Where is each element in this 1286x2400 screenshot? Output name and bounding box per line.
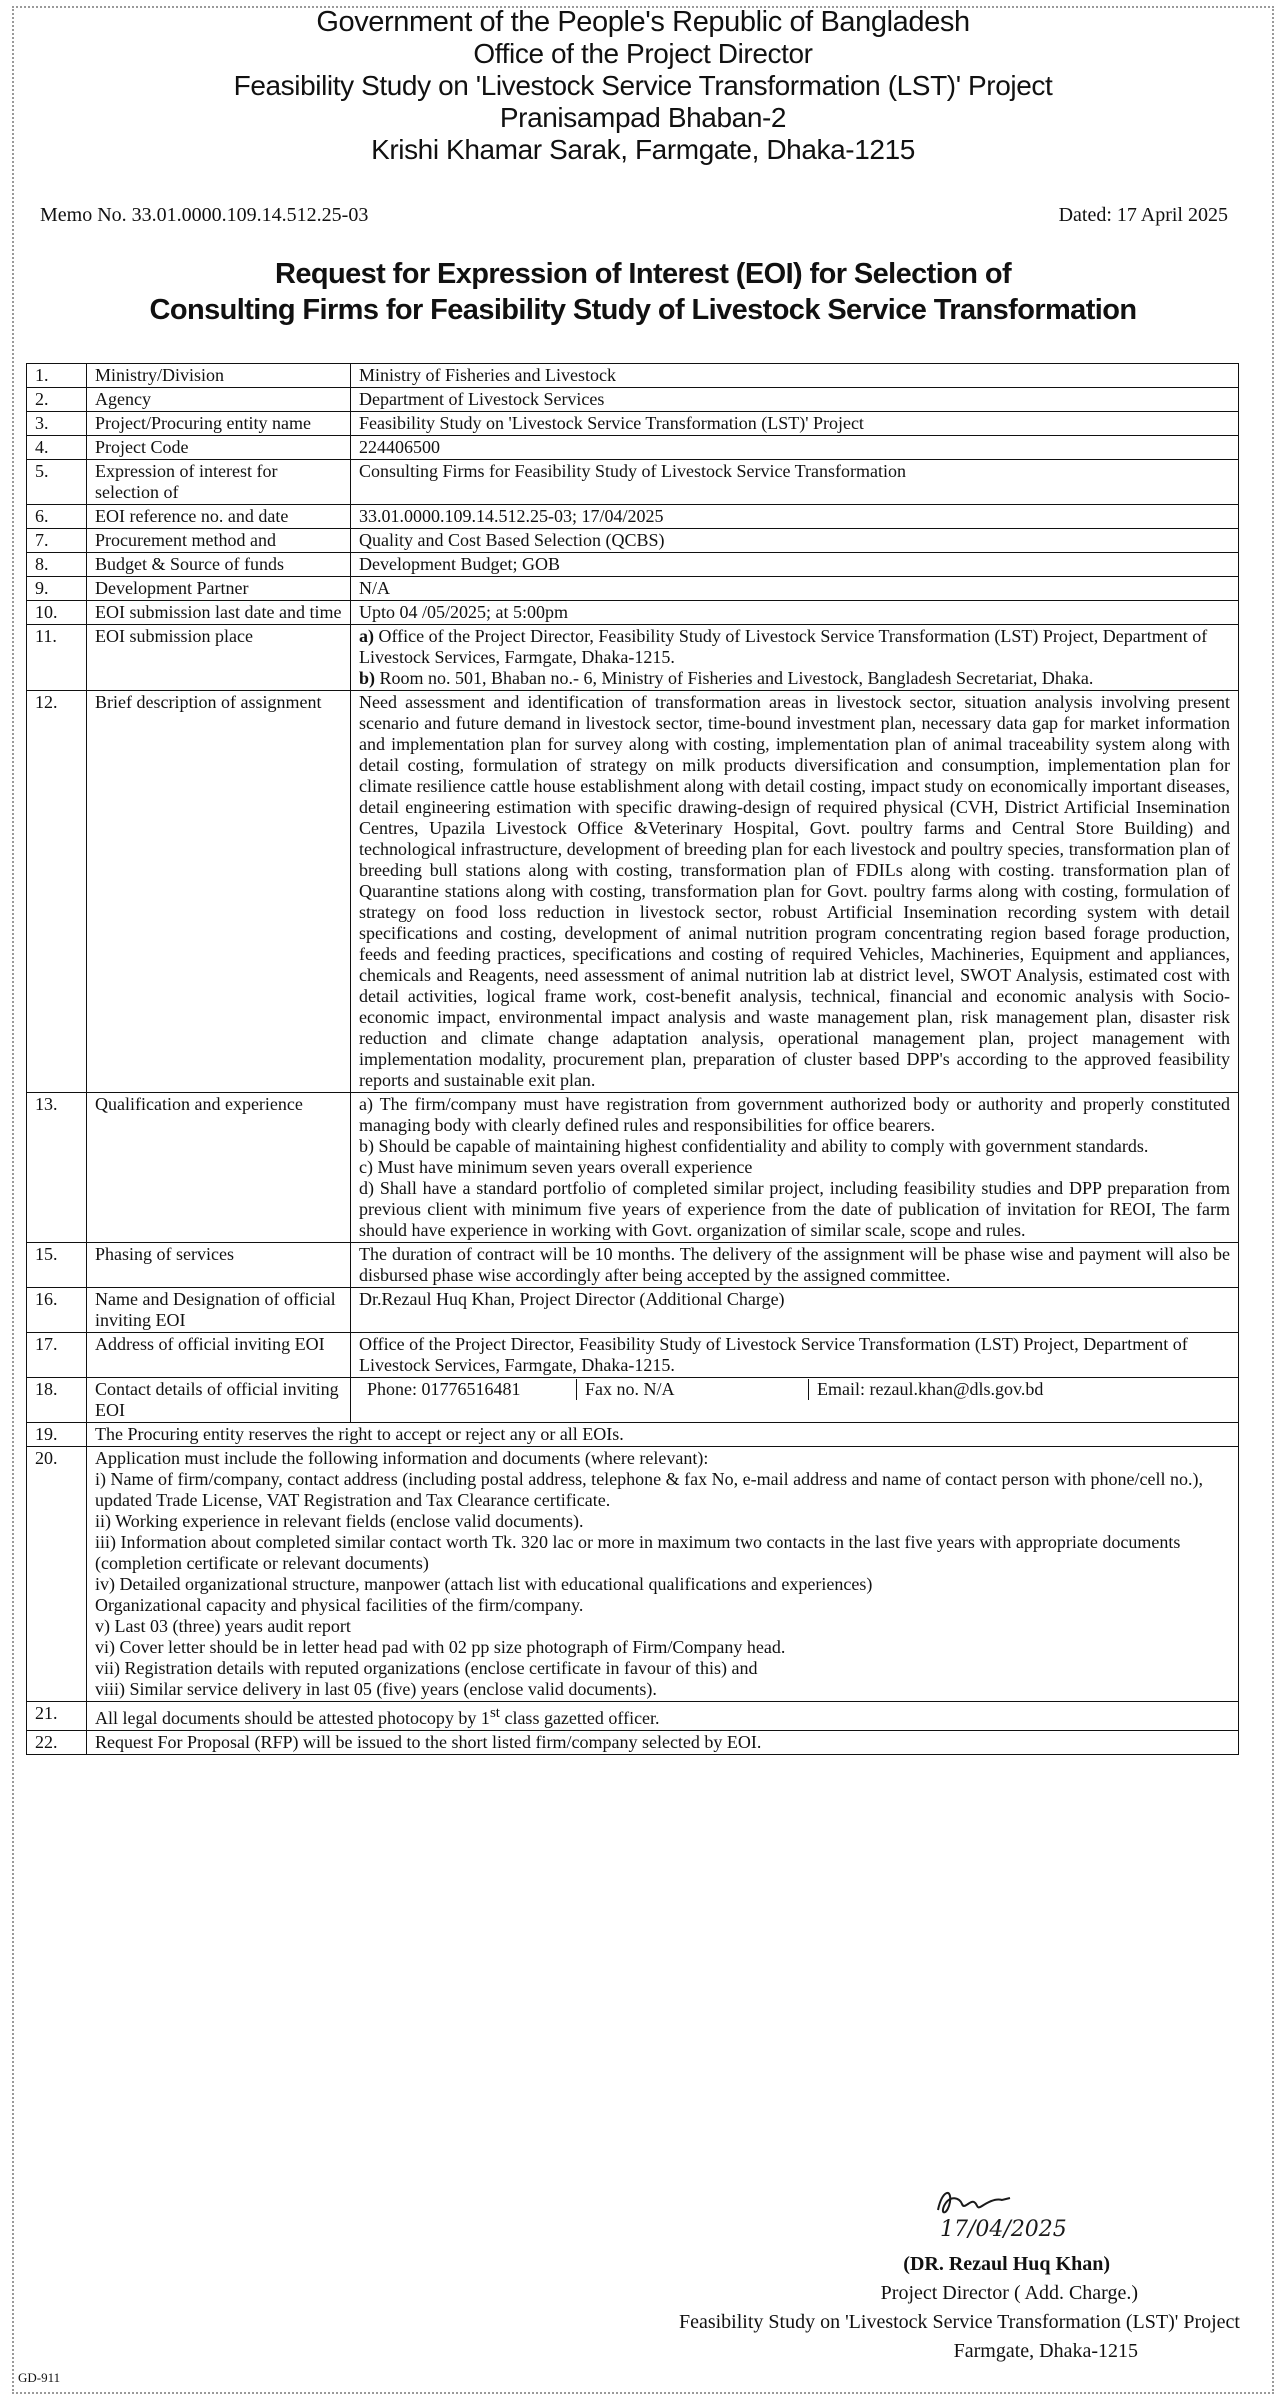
row-number: 15. — [27, 1243, 87, 1288]
contact-email: Email: rezaul.khan@dls.gov.bd — [817, 1379, 1044, 1399]
row-value: Consulting Firms for Feasibility Study of Livestock Service Transformation — [351, 460, 1239, 505]
signature-block — [600, 2250, 1240, 2366]
row-label: Address of official inviting EOI — [87, 1333, 351, 1378]
table-row — [27, 388, 1239, 412]
list-item: iii) Information about completed similar contact worth Tk. 320 lac or more in maximum two contacts in the last five years with appropriate documents (completion certificate or relevant documents) — [95, 1532, 1181, 1573]
row-number: 8. — [27, 553, 87, 577]
row-label: Contact details of official inviting EOI — [87, 1378, 351, 1423]
row-value: The Procuring entity reserves the right to accept or reject any or all EOIs. — [87, 1423, 1239, 1447]
row-label: Brief description of assignment — [87, 691, 351, 1093]
row-label: EOI submission last date and time — [87, 601, 351, 625]
signature-date: 17/04/2025 — [940, 2217, 1067, 2240]
assignment-description: Need assessment and identification of transformation areas in livestock sector, situation analysis involving present scenario and future demand in livestock sector, time-bound investment plan, necessary data gap for market information and implementation plan for survey along with costing, implementation plan of animal traceability system along with detail costing, formulation of strategy on milk products diversification and consumption, implementation plan for climate resilience cattle house establishment along with detail costing, impact study on economically important diseases, detail engineering estimation with specific drawing-design of required physical (CVH, District Artificial Insemination Centres, Upazila Livestock Office &Veterinary Hospital, Govt. poultry farms and Central Store Building) and technological infrastructure, development of breeding plan for each livestock and poultry species, transformation plan of breeding bull stations along with costing, transformation plan of FDILs along with costing. transformation plan of Quarantine stations along with costing, transformation plan for Govt. poultry farms along with costing, formulation of strategy on food loss reduction in livestock sector, robust Artificial Insemination recording system with detail specifications and costing, development of animal nutrition program concentrating region based forage production, feeds and feeding practices, specifications and costing of required Vehicles, Machineries, Equipment and appliances, chemicals and Reagents, need assessment of animal nutrition lab at district level, SWOT Analysis, estimated cost with detail activities, logical frame work, cost-benefit analysis, technical, financial and economic analysis with Socio-economic impact, environmental impact analysis and waste management plan, risk management plan, disaster risk reduction and climate change adaptation analysis, operational management plan, project management with implementation modality, procurement plan, preparation of cluster based DPP's according to the approved feasibility reports and sustainable exit plan. — [351, 691, 1239, 1093]
signatory-location: Farmgate, Dhaka-1215 — [953, 2340, 1138, 2362]
row-value: Dr.Rezaul Huq Khan, Project Director (Additional Charge) — [351, 1288, 1239, 1333]
row-number: 10. — [27, 601, 87, 625]
row-value: Development Budget; GOB — [351, 553, 1239, 577]
row-label: Project/Procuring entity name — [87, 412, 351, 436]
table-row — [27, 364, 1239, 388]
contact-details — [351, 1378, 1239, 1423]
signatory-name: (DR. Rezaul Huq Khan) — [903, 2253, 1110, 2275]
row-label: Project Code — [87, 436, 351, 460]
row-number: 6. — [27, 505, 87, 529]
memo-row — [40, 204, 1228, 227]
table-row — [27, 1702, 1239, 1731]
table-row — [27, 1243, 1239, 1288]
title-line-1: Request for Expression of Interest (EOI) for Selection of — [274, 258, 1012, 290]
table-row — [27, 1731, 1239, 1755]
row-label: EOI submission place — [87, 625, 351, 691]
list-item: c) Must have minimum seven years overall experience — [359, 1157, 753, 1177]
list-item: ii) Working experience in relevant fields (enclose valid documents). — [95, 1511, 584, 1531]
list-item: v) Last 03 (three) years audit report — [95, 1616, 351, 1636]
row-value: Request For Proposal (RFP) will be issued to the short listed firm/company selected by EOI. — [87, 1731, 1239, 1755]
row-number: 11. — [27, 625, 87, 691]
row-value: Upto 04 /05/2025; at 5:00pm — [351, 601, 1239, 625]
list-item: a) The firm/company must have registration from government authorized body or authority and properly constituted managing body with clearly defined rules and responsibilities for office bearers. — [359, 1094, 1230, 1135]
row-label: Procurement method and — [87, 529, 351, 553]
row-label: Expression of interest for selection of — [87, 460, 351, 505]
row-value: 33.01.0000.109.14.512.25-03; 17/04/2025 — [351, 505, 1239, 529]
table-row — [27, 1093, 1239, 1243]
memo-number: Memo No. 33.01.0000.109.14.512.25-03 — [40, 204, 369, 226]
row-number: 16. — [27, 1288, 87, 1333]
header-project: Feasibility Study on 'Livestock Service Transformation (LST)' Project — [233, 70, 1053, 101]
row-label: Qualification and experience — [87, 1093, 351, 1243]
header-address: Krishi Khamar Sarak, Farmgate, Dhaka-1215 — [371, 134, 915, 165]
header-building: Pranisampad Bhaban-2 — [499, 102, 787, 133]
header-government: Government of the People's Republic of Bangladesh — [316, 6, 970, 38]
row-label: Name and Designation of official inviting EOI — [87, 1288, 351, 1333]
row-number: 20. — [27, 1447, 87, 1702]
list-item: vi) Cover letter should be in letter head pad with 02 pp size photograph of Firm/Company head. — [95, 1637, 786, 1657]
table-row — [27, 1423, 1239, 1447]
table-row — [27, 505, 1239, 529]
table-row — [27, 436, 1239, 460]
list-item: iv) Detailed organizational structure, manpower (attach list with educational qualifications and experiences) — [95, 1574, 873, 1594]
table-row — [27, 412, 1239, 436]
submission-place-a: a) Office of the Project Director, Feasibility Study of Livestock Service Transformation (LST) Project, Department of Livestock Services, Farmgate, Dhaka-1215. — [359, 626, 1208, 667]
row-number: 21. — [27, 1702, 87, 1731]
row-label: Agency — [87, 388, 351, 412]
row-value: Ministry of Fisheries and Livestock — [351, 364, 1239, 388]
qualification-list — [351, 1093, 1239, 1243]
row-number: 2. — [27, 388, 87, 412]
row-number: 17. — [27, 1333, 87, 1378]
table-row — [27, 601, 1239, 625]
row-number: 5. — [27, 460, 87, 505]
row-value: Office of the Project Director, Feasibility Study of Livestock Service Transformation (LST) Project, Department of Livestock Services, Farmgate, Dhaka-1215. — [351, 1333, 1239, 1378]
row-number: 18. — [27, 1378, 87, 1423]
row-number: 19. — [27, 1423, 87, 1447]
row-label: Ministry/Division — [87, 364, 351, 388]
contact-phone: Phone: 01776516481 — [359, 1379, 577, 1400]
row-number: 12. — [27, 691, 87, 1093]
list-item: viii) Similar service delivery in last 05 (five) years (enclose valid documents). — [95, 1679, 657, 1699]
contact-fax: Fax no. N/A — [577, 1379, 809, 1400]
table-row — [27, 691, 1239, 1093]
submission-place-b: b) Room no. 501, Bhaban no.- 6, Ministry of Fisheries and Livestock, Bangladesh Secretariat, Dhaka. — [359, 668, 1094, 688]
row-value: Feasibility Study on 'Livestock Service Transformation (LST)' Project — [351, 412, 1239, 436]
row-label: Phasing of services — [87, 1243, 351, 1288]
row-value: 224406500 — [351, 436, 1239, 460]
row-label: EOI reference no. and date — [87, 505, 351, 529]
requirements-intro: Application must include the following information and documents (where relevant): — [95, 1448, 709, 1468]
row-label: Development Partner — [87, 577, 351, 601]
row-value — [351, 625, 1239, 691]
list-item: vii) Registration details with reputed organizations (enclose certificate in favour of this) and — [95, 1658, 758, 1678]
row-value: All legal documents should be attested photocopy by 1st class gazetted officer. — [87, 1702, 1239, 1731]
application-requirements — [87, 1447, 1239, 1702]
row-value: N/A — [351, 577, 1239, 601]
signatory-designation: Project Director ( Add. Charge.) — [880, 2282, 1138, 2304]
row-value: The duration of contract will be 10 months. The delivery of the assignment will be phase wise and payment will also be disbursed phase wise accordingly after being accepted by the assigned committee. — [351, 1243, 1239, 1288]
title-line-2: Consulting Firms for Feasibility Study of Livestock Service Transformation — [149, 294, 1137, 326]
row-number: 7. — [27, 529, 87, 553]
row-number: 3. — [27, 412, 87, 436]
eoi-table — [26, 363, 1239, 1755]
signatory-project: Feasibility Study on 'Livestock Service Transformation (LST)' Project — [678, 2311, 1240, 2333]
handwritten-signature — [930, 2180, 1090, 2240]
table-row — [27, 529, 1239, 553]
header-office: Office of the Project Director — [473, 38, 813, 69]
table-row — [27, 1378, 1239, 1423]
list-item: i) Name of firm/company, contact address (including postal address, telephone & fax No, e-mail address and name of contact person with phone/cell no.), updated Trade License, VAT Registration and Tax Clearance certificate. — [95, 1469, 1203, 1510]
letterhead — [0, 6, 1286, 166]
table-row — [27, 625, 1239, 691]
document-title — [0, 256, 1286, 328]
row-number: 4. — [27, 436, 87, 460]
table-row — [27, 553, 1239, 577]
row-value: Department of Livestock Services — [351, 388, 1239, 412]
row-number: 9. — [27, 577, 87, 601]
list-item: b) Should be capable of maintaining highest confidentiality and ability to comply with government standards. — [359, 1136, 1149, 1156]
row-label: Budget & Source of funds — [87, 553, 351, 577]
memo-date: Dated: 17 April 2025 — [1058, 204, 1228, 226]
table-row — [27, 577, 1239, 601]
row-number: 1. — [27, 364, 87, 388]
table-row — [27, 460, 1239, 505]
row-value: Quality and Cost Based Selection (QCBS) — [351, 529, 1239, 553]
footer-code: GD-911 — [18, 2370, 61, 2385]
row-number: 22. — [27, 1731, 87, 1755]
row-number: 13. — [27, 1093, 87, 1243]
list-item: Organizational capacity and physical facilities of the firm/company. — [95, 1595, 584, 1615]
list-item: d) Shall have a standard portfolio of completed similar project, including feasibility studies and DPP preparation from previous client with minimum five years of experience from the date of publication of invitation for REOI, The farm should have experience in working with Govt. organization of similar scale, scope and rules. — [359, 1178, 1230, 1240]
table-row — [27, 1333, 1239, 1378]
table-row — [27, 1447, 1239, 1702]
table-row — [27, 1288, 1239, 1333]
